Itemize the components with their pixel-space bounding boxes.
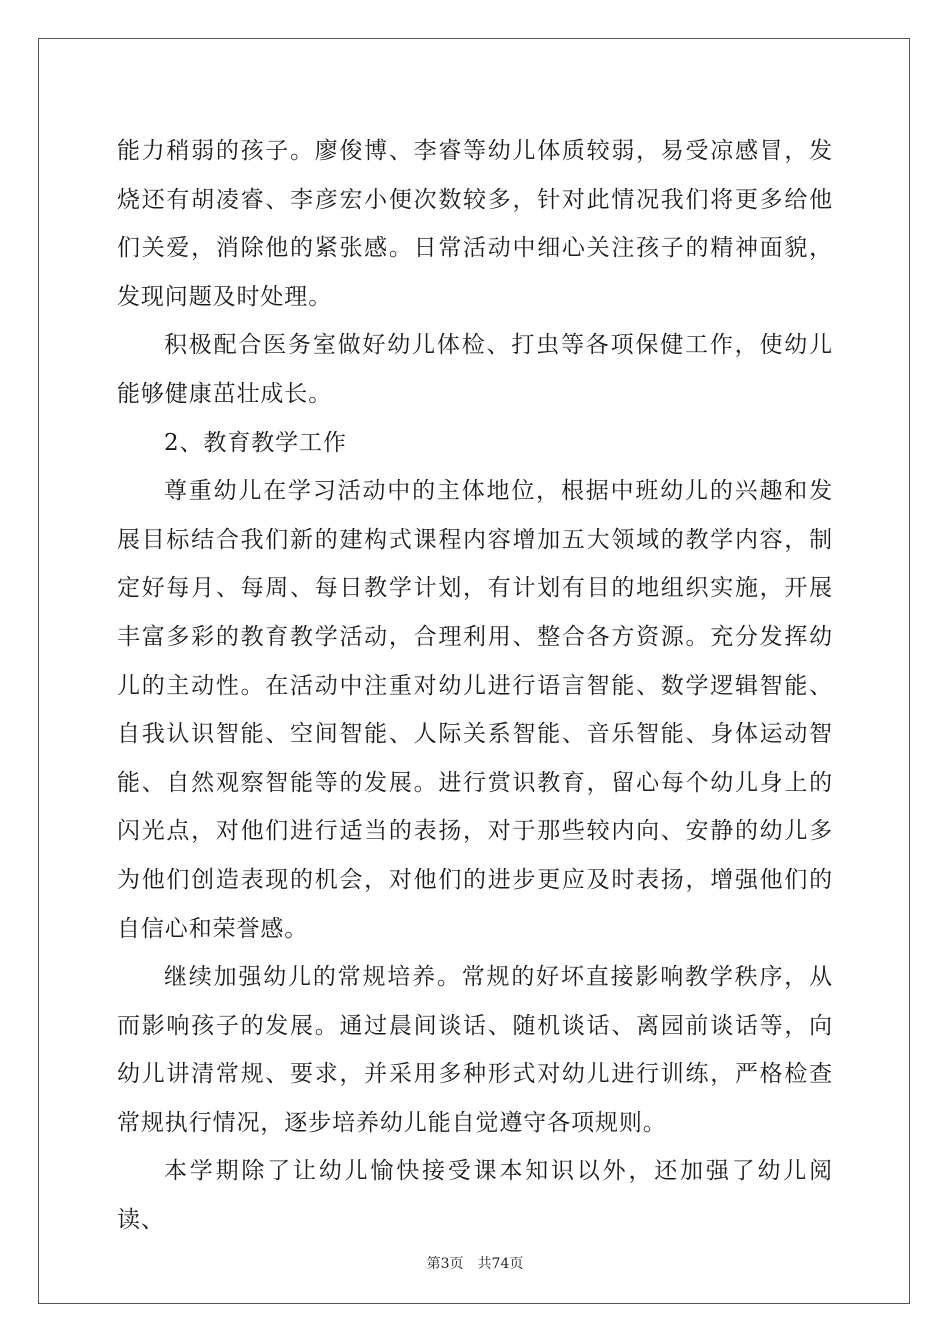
paragraph: 继续加强幼儿的常规培养。常规的好坏直接影响教学秩序，从而影响孩子的发展。通过晨间谈话、随机谈话、离园前谈话等，向幼儿讲清常规、要求，并采用多种形式对幼儿进行训练，严格检查常规执行情况，逐步培养幼儿能自觉遵守各项规则。 [117,964,833,1136]
page-total: 共74页 [477,1256,524,1272]
paragraph: 本学期除了让幼儿愉快接受课本知识以外，还加强了幼儿阅读、 [117,1158,833,1234]
page-number: 第3页 [426,1256,464,1272]
document-body [117,127,833,1245]
paragraph: 尊重幼儿在学习活动中的主体地位，根据中班幼儿的兴趣和发展目标结合我们新的建构式课程内容增加五大领域的教学内容，制定好每月、每周、每日教学计划，有计划有目的地组织实施，开展丰富多彩的教育教学活动，合理利用、整合各方资源。充分发挥幼儿的主动性。在活动中注重对幼儿进行语言智能、数学逻辑智能、自我认识智能、空间智能、人际关系智能、音乐智能、身体运动智能、自然观察智能等的发展。进行赏识教育，留心每个幼儿身上的闪光点，对他们进行适当的表扬，对于那些较内向、安静的幼儿多为他们创造表现的机会，对他们的进步更应及时表扬，增强他们的自信心和荣誉感。 [117,478,833,942]
section-heading: 2、教育教学工作 [164,429,347,456]
paragraph: 能力稍弱的孩子。廖俊博、李睿等幼儿体质较弱，易受凉感冒，发烧还有胡凌睿、李彦宏小便次数较多，针对此情况我们将更多给他们关爱，消除他的紧张感。日常活动中细心关注孩子的精神面貌，发现问题及时处理。 [117,138,833,310]
paragraph: 积极配合医务室做好幼儿体检、打虫等各项保健工作，使幼儿能够健康茁壮成长。 [117,332,833,407]
page-footer [0,1253,950,1273]
